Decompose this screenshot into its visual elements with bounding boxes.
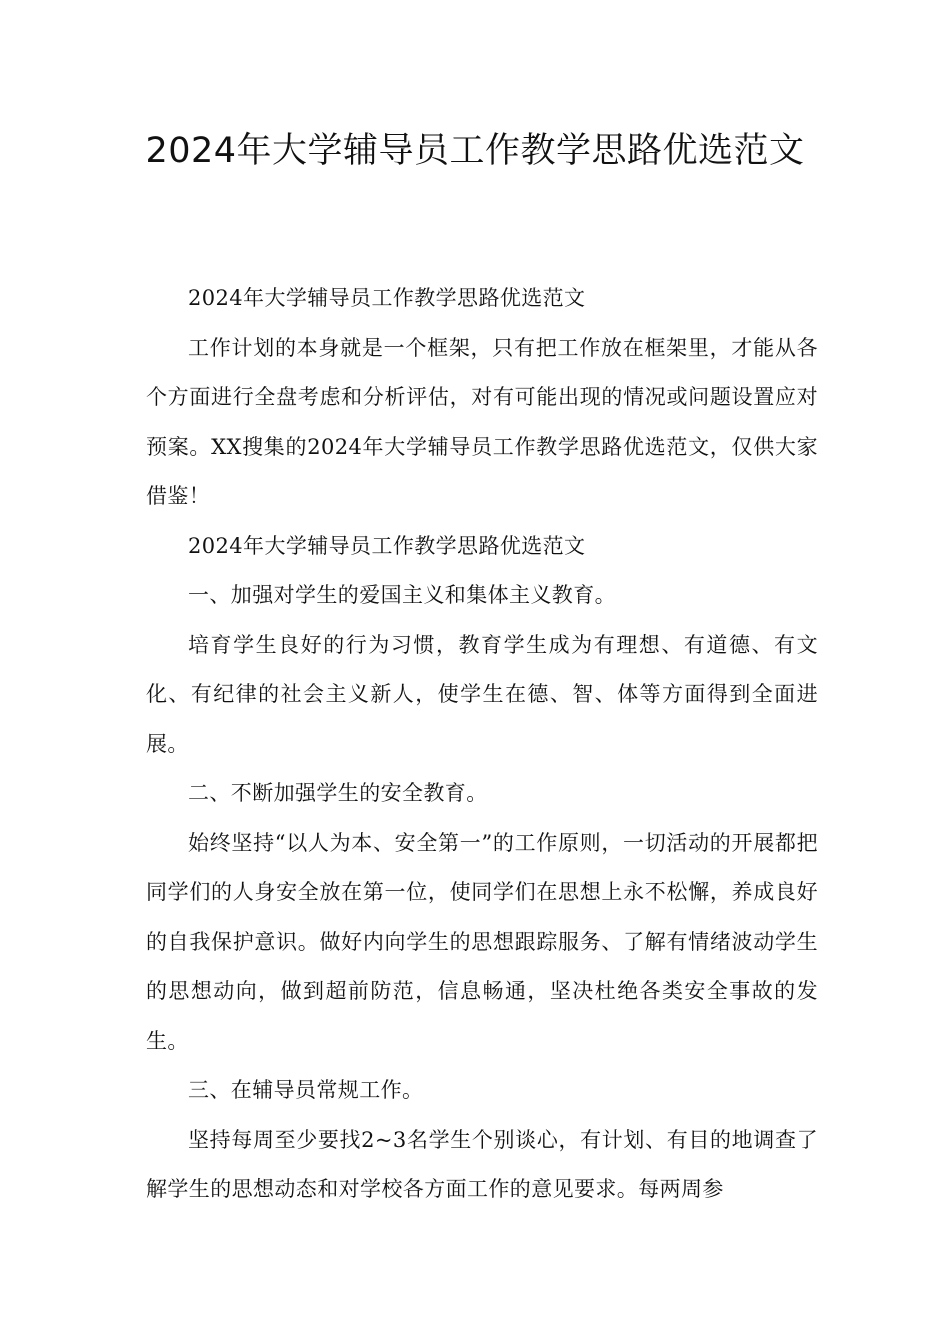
- section-heading-1: 一、加强对学生的爱国主义和集体主义教育。: [188, 583, 616, 607]
- section-heading-2: 二、不断加强学生的安全教育。: [188, 781, 488, 805]
- document-body: [146, 274, 818, 1215]
- section-body-1: 培育学生良好的行为习惯，教育学生成为有理想、有道德、有文化、有纪律的社会主义新人，使学生在德、智、体等方面得到全面进展。: [146, 632, 818, 756]
- section-heading-3: 三、在辅导员常规工作。: [188, 1078, 424, 1102]
- paragraph-intro: 工作计划的本身就是一个框架，只有把工作放在框架里，才能从各个方面进行全盘考虑和分析评估，对有可能出现的情况或问题设置应对预案。XX搜集的2024年大学辅导员工作教学思路优选范文，仅供大家借鉴！: [146, 335, 818, 508]
- paragraph-subtitle-repeat: 2024年大学辅导员工作教学思路优选范文: [188, 533, 586, 558]
- document-title: 2024年大学辅导员工作教学思路优选范文: [145, 131, 805, 171]
- section-body-3: 坚持每周至少要找2~3名学生个别谈心，有计划、有目的地调查了解学生的思想动态和对学校各方面工作的意见要求。每两周参: [146, 1127, 818, 1201]
- section-body-2: 始终坚持“以人为本、安全第一”的工作原则，一切活动的开展都把同学们的人身安全放在第一位，使同学们在思想上永不松懈，养成良好的自我保护意识。做好内向学生的思想跟踪服务、了解有情绪波动学生的思想动向，做到超前防范，信息畅通，坚决杜绝各类安全事故的发生。: [146, 830, 818, 1053]
- paragraph-subtitle: 2024年大学辅导员工作教学思路优选范文: [188, 286, 586, 310]
